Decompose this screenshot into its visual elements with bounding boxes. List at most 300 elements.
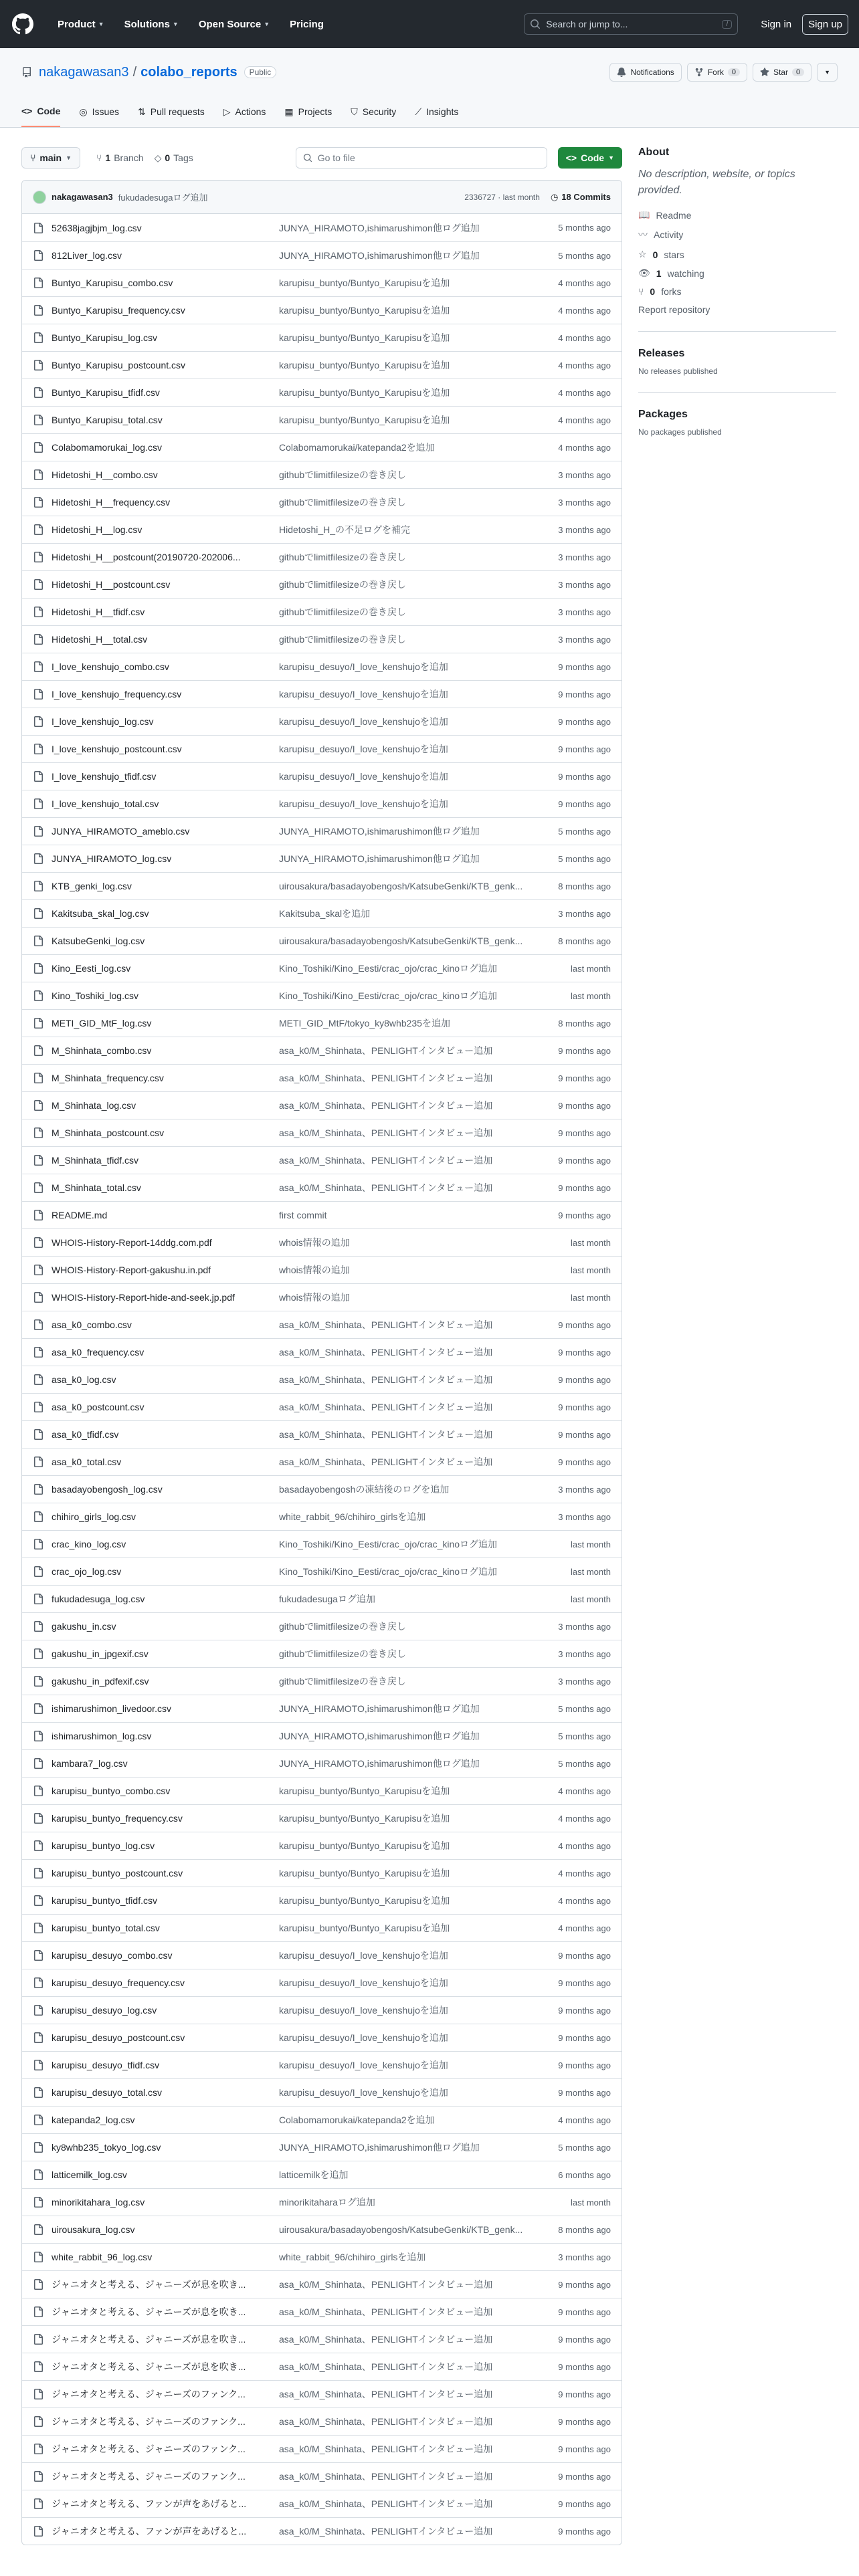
file-name-link[interactable]: I_love_kenshujo_log.csv (52, 716, 154, 727)
file-commit-message-link[interactable]: JUNYA_HIRAMOTO,ishimarushimon他ログ追加 (279, 826, 480, 837)
commit-message-link[interactable]: fukudadesugaログ追加 (118, 193, 208, 203)
file-name-link[interactable]: asa_k0_total.csv (52, 1457, 122, 1467)
file-commit-message-link[interactable]: asa_k0/M_Shinhata、PENLIGHTインタビュー追加 (279, 1073, 493, 1083)
file-commit-message-link[interactable]: githubでlimitfilesizeの巻き戻し (279, 1621, 406, 1632)
file-icon (33, 1182, 43, 1193)
table-row (22, 241, 622, 269)
file-name-link[interactable]: M_Shinhata_combo.csv (52, 1045, 152, 1056)
file-name-link[interactable]: white_rabbit_96_log.csv (52, 2252, 153, 2262)
file-name-link[interactable]: ishimarushimon_livedoor.csv (52, 1703, 171, 1714)
file-name-link[interactable]: I_love_kenshujo_postcount.csv (52, 744, 182, 754)
file-commit-message-link[interactable]: asa_k0/M_Shinhata、PENLIGHTインタビュー追加 (279, 1374, 493, 1385)
star-list-dropdown[interactable] (817, 63, 838, 82)
file-name-link[interactable]: I_love_kenshujo_combo.csv (52, 661, 169, 672)
file-commit-message-link[interactable]: minorikitaharaログ追加 (279, 2197, 375, 2208)
file-name-link[interactable]: karupisu_desuyo_frequency.csv (52, 1977, 185, 1988)
repo-owner-link[interactable]: nakagawasan3 (39, 64, 129, 80)
table-row (22, 2462, 622, 2490)
file-name-link[interactable]: Hidetoshi_H__log.csv (52, 524, 142, 535)
file-name-link[interactable]: uirousakura_log.csv (52, 2224, 135, 2235)
file-commit-message-link[interactable]: basadayobengoshの凍結後のログを追加 (279, 1484, 450, 1495)
file-commit-message-link[interactable]: JUNYA_HIRAMOTO,ishimarushimon他ログ追加 (279, 1731, 480, 1741)
file-commit-date: last month (571, 1594, 611, 1604)
file-name-link[interactable]: latticemilk_log.csv (52, 2169, 127, 2180)
file-commit-date: last month (571, 1237, 611, 1248)
file-commit-date: 3 months ago (558, 634, 611, 645)
file-icon (33, 908, 43, 919)
table-row (22, 516, 622, 543)
file-commit-message-link[interactable]: karupisu_buntyo/Buntyo_Karupisuを追加 (279, 415, 450, 425)
table-row (22, 680, 622, 708)
file-name-link[interactable]: asa_k0_tfidf.csv (52, 1429, 119, 1440)
latest-commit-bar (22, 181, 622, 214)
global-nav (58, 19, 524, 30)
file-commit-message-link[interactable]: asa_k0/M_Shinhata、PENLIGHTインタビュー追加 (279, 1457, 493, 1467)
file-commit-message-link[interactable]: asa_k0/M_Shinhata、PENLIGHTインタビュー追加 (279, 1429, 493, 1440)
file-name-link[interactable]: Colabomamorukai_log.csv (52, 442, 162, 453)
file-commit-date: 9 months ago (558, 716, 611, 727)
file-icon (33, 415, 43, 425)
chevron-down-icon: ▼ (608, 154, 614, 161)
file-name-link[interactable]: Buntyo_Karupisu_total.csv (52, 415, 163, 425)
file-commit-message-link[interactable]: JUNYA_HIRAMOTO,ishimarushimon他ログ追加 (279, 250, 480, 261)
pull-request-icon: ⇅ (138, 106, 146, 117)
file-commit-message-link[interactable]: githubでlimitfilesizeの巻き戻し (279, 634, 406, 645)
nav-open-source[interactable]: Open Source ▼ (198, 18, 270, 30)
file-icon (33, 853, 43, 864)
table-row (22, 2270, 622, 2298)
file-name-link[interactable]: WHOIS-History-Report-14ddg.com.pdf (52, 1237, 212, 1248)
signin-link[interactable]: Sign in (761, 18, 792, 30)
file-name-link[interactable]: asa_k0_postcount.csv (52, 1402, 145, 1412)
file-commit-message-link[interactable]: githubでlimitfilesizeの巻き戻し (279, 552, 406, 562)
file-name-link[interactable]: karupisu_desuyo_postcount.csv (52, 2032, 185, 2043)
file-name-link[interactable]: karupisu_buntyo_combo.csv (52, 1786, 171, 1796)
file-commit-message-link[interactable]: githubでlimitfilesizeの巻き戻し (279, 497, 406, 508)
file-commit-message-link[interactable]: asa_k0/M_Shinhata、PENLIGHTインタビュー追加 (279, 2416, 493, 2427)
file-commit-message-link[interactable]: karupisu_desuyo/I_love_kenshujoを追加 (279, 2087, 448, 2098)
file-commit-message-link[interactable]: asa_k0/M_Shinhata、PENLIGHTインタビュー追加 (279, 2334, 493, 2345)
file-name-link[interactable]: ジャニオタと考える、ジャニーズが息を吹き... (52, 2334, 246, 2345)
commit-author-link[interactable]: nakagawasan3 (52, 192, 113, 202)
file-name-link[interactable]: Hidetoshi_H__total.csv (52, 634, 148, 645)
table-row (22, 817, 622, 845)
file-commit-message-link[interactable]: karupisu_buntyo/Buntyo_Karupisuを追加 (279, 1786, 450, 1796)
file-name-link[interactable]: ジャニオタと考える、ジャニーズが息を吹き... (52, 2279, 246, 2290)
file-name-link[interactable]: ジャニオタと考える、ジャニーズのファンク... (52, 2416, 246, 2427)
file-commit-message-link[interactable]: Colabomamorukai/katepanda2を追加 (279, 442, 435, 453)
repo-title (21, 65, 276, 80)
file-commit-message-link[interactable]: uirousakura/basadayobengosh/KatsubeGenki/KTB_genk... (279, 881, 523, 891)
file-commit-message-link[interactable]: karupisu_desuyo/I_love_kenshujoを追加 (279, 2005, 448, 2016)
graph-icon: ⟋ (415, 106, 422, 117)
file-commit-date: 3 months ago (558, 552, 611, 562)
file-name-link[interactable]: karupisu_buntyo_tfidf.csv (52, 1895, 157, 1906)
file-name-link[interactable]: M_Shinhata_postcount.csv (52, 1128, 165, 1138)
file-commit-date: 9 months ago (558, 1155, 611, 1166)
branches-link[interactable]: ⑂ 1 Branch (96, 152, 144, 163)
nav-solutions[interactable]: Solutions ▼ (124, 18, 179, 30)
file-commit-message-link[interactable]: Kino_Toshiki/Kino_Eesti/crac_ojo/crac_kinoログ追加 (279, 990, 498, 1001)
file-commit-message-link[interactable]: karupisu_desuyo/I_love_kenshujoを追加 (279, 2032, 448, 2043)
file-icon (33, 552, 43, 562)
repo-name-link[interactable]: colabo_reports (140, 64, 237, 80)
packages-section (638, 392, 836, 437)
table-row (22, 708, 622, 735)
file-icon (33, 1758, 43, 1769)
tab-issues[interactable]: ◎ Issues (79, 106, 120, 117)
file-commit-message-link[interactable]: whois情報の追加 (279, 1292, 350, 1303)
file-name-link[interactable]: karupisu_desuyo_combo.csv (52, 1950, 173, 1961)
file-commit-message-link[interactable]: Kino_Toshiki/Kino_Eesti/crac_ojo/crac_kinoログ追加 (279, 1539, 498, 1549)
file-commit-message-link[interactable]: karupisu_desuyo/I_love_kenshujoを追加 (279, 2060, 448, 2070)
file-icon (33, 716, 43, 727)
signup-button[interactable]: Sign up (802, 14, 848, 35)
file-commit-message-link[interactable]: JUNYA_HIRAMOTO,ishimarushimon他ログ追加 (279, 2142, 480, 2153)
file-commit-date: 9 months ago (558, 2087, 611, 2098)
table-row (22, 1558, 622, 1585)
file-commit-date: 4 months ago (558, 387, 611, 398)
table-row (22, 653, 622, 680)
file-name-link[interactable]: M_Shinhata_frequency.csv (52, 1073, 164, 1083)
go-to-file-input[interactable]: Go to file (296, 147, 547, 169)
file-commit-message-link[interactable]: karupisu_desuyo/I_love_kenshujoを追加 (279, 771, 448, 782)
file-commit-message-link[interactable]: karupisu_desuyo/I_love_kenshujoを追加 (279, 1950, 448, 1961)
file-icon (33, 2115, 43, 2125)
file-commit-message-link[interactable]: githubでlimitfilesizeの巻き戻し (279, 1648, 406, 1659)
file-icon (33, 744, 43, 754)
file-name-link[interactable]: Buntyo_Karupisu_postcount.csv (52, 360, 186, 370)
file-name-link[interactable]: chihiro_girls_log.csv (52, 1511, 136, 1522)
file-commit-message-link[interactable]: asa_k0/M_Shinhata、PENLIGHTインタビュー追加 (279, 1100, 493, 1111)
file-commit-message-link[interactable]: karupisu_buntyo/Buntyo_Karupisuを追加 (279, 1840, 450, 1851)
report-repository-link[interactable]: Report repository (638, 304, 710, 315)
file-icon (33, 2471, 43, 2482)
file-commit-message-link[interactable]: whois情報の追加 (279, 1237, 350, 1248)
table-row (22, 625, 622, 653)
file-commit-date: 9 months ago (558, 744, 611, 754)
file-commit-message-link[interactable]: karupisu_buntyo/Buntyo_Karupisuを追加 (279, 1895, 450, 1906)
file-name-link[interactable]: I_love_kenshujo_frequency.csv (52, 689, 182, 700)
file-commit-message-link[interactable]: karupisu_desuyo/I_love_kenshujoを追加 (279, 1977, 448, 1988)
activity-link[interactable]: 〰 Activity (638, 229, 684, 240)
file-name-link[interactable]: katepanda2_log.csv (52, 2115, 135, 2125)
file-commit-message-link[interactable]: METI_GID_MtF/tokyo_ky8whb235を追加 (279, 1018, 450, 1029)
file-commit-message-link[interactable]: first commit (279, 1210, 327, 1220)
file-commit-date: 9 months ago (558, 2444, 611, 2454)
file-commit-message-link[interactable]: asa_k0/M_Shinhata、PENLIGHTインタビュー追加 (279, 2279, 493, 2290)
file-name-link[interactable]: ジャニオタと考える、ファンが声をあげると... (52, 2526, 247, 2537)
watching-link[interactable]: 👁 1 watching (638, 267, 704, 279)
search-input[interactable]: Search or jump to... / (524, 13, 738, 35)
file-name-link[interactable]: WHOIS-History-Report-gakushu.in.pdf (52, 1265, 211, 1275)
file-commit-message-link[interactable]: JUNYA_HIRAMOTO,ishimarushimon他ログ追加 (279, 222, 480, 233)
issue-icon: ◎ (79, 106, 88, 117)
avatar[interactable] (33, 191, 46, 204)
file-name-link[interactable]: 812Liver_log.csv (52, 250, 122, 261)
table-row (22, 1640, 622, 1667)
file-commit-message-link[interactable]: asa_k0/M_Shinhata、PENLIGHTインタビュー追加 (279, 1347, 493, 1358)
file-commit-date: 9 months ago (558, 1319, 611, 1330)
file-icon (33, 990, 43, 1001)
notifications-button[interactable]: Notifications (609, 63, 681, 82)
file-name-link[interactable]: karupisu_desuyo_log.csv (52, 2005, 157, 2016)
packages-title[interactable]: Packages (638, 409, 688, 420)
file-commit-message-link[interactable]: Kino_Toshiki/Kino_Eesti/crac_ojo/crac_kinoログ追加 (279, 963, 498, 974)
file-name-link[interactable]: Hidetoshi_H__tfidf.csv (52, 607, 145, 617)
file-commit-message-link[interactable]: JUNYA_HIRAMOTO,ishimarushimon他ログ追加 (279, 853, 480, 864)
file-name-link[interactable]: ジャニオタと考える、ジャニーズが息を吹き... (52, 2306, 246, 2317)
file-icon (33, 689, 43, 700)
file-icon (33, 278, 43, 288)
file-commit-message-link[interactable]: karupisu_buntyo/Buntyo_Karupisuを追加 (279, 332, 450, 343)
file-commit-message-link[interactable]: karupisu_desuyo/I_love_kenshujoを追加 (279, 716, 448, 727)
file-name-link[interactable]: asa_k0_log.csv (52, 1374, 116, 1385)
file-commit-date: 5 months ago (558, 223, 611, 233)
file-name-link[interactable]: asa_k0_combo.csv (52, 1319, 132, 1330)
file-commit-message-link[interactable]: karupisu_desuyo/I_love_kenshujoを追加 (279, 744, 448, 754)
file-commit-message-link[interactable]: Colabomamorukai/katepanda2を追加 (279, 2115, 435, 2125)
table-row (22, 1530, 622, 1558)
file-commit-date: 5 months ago (558, 1731, 611, 1741)
file-name-link[interactable]: gakushu_in.csv (52, 1621, 116, 1632)
file-commit-date: 4 months ago (558, 1840, 611, 1851)
table-row (22, 735, 622, 762)
file-icon (33, 1100, 43, 1111)
file-name-link[interactable]: Kino_Eesti_log.csv (52, 963, 131, 974)
chevron-down-icon: ▼ (66, 154, 72, 161)
file-icon (33, 1566, 43, 1577)
file-name-link[interactable]: gakushu_in_jpgexif.csv (52, 1648, 149, 1659)
file-name-link[interactable]: ジャニオタと考える、ジャニーズが息を吹き... (52, 2361, 246, 2372)
file-commit-message-link[interactable]: karupisu_buntyo/Buntyo_Karupisuを追加 (279, 278, 450, 288)
file-name-link[interactable]: crac_ojo_log.csv (52, 1566, 122, 1577)
file-commit-message-link[interactable]: asa_k0/M_Shinhata、PENLIGHTインタビュー追加 (279, 2471, 493, 2482)
tab-projects[interactable]: ▦ Projects (284, 106, 332, 117)
file-commit-message-link[interactable]: karupisu_buntyo/Buntyo_Karupisuを追加 (279, 387, 450, 398)
file-name-link[interactable]: Buntyo_Karupisu_tfidf.csv (52, 387, 160, 398)
file-icon (33, 524, 43, 535)
file-name-link[interactable]: KTB_genki_log.csv (52, 881, 132, 891)
file-commit-message-link[interactable]: githubでlimitfilesizeの巻き戻し (279, 469, 406, 480)
commits-link[interactable]: ◷ 18 Commits (550, 191, 611, 202)
file-commit-date: 3 months ago (558, 1648, 611, 1659)
file-commit-message-link[interactable]: karupisu_buntyo/Buntyo_Karupisuを追加 (279, 1923, 450, 1933)
github-logo-icon[interactable] (12, 13, 33, 35)
file-commit-date: 5 months ago (558, 853, 611, 864)
file-name-link[interactable]: ジャニオタと考える、ファンが声をあげると... (52, 2498, 247, 2509)
file-name-link[interactable]: JUNYA_HIRAMOTO_ameblo.csv (52, 826, 190, 837)
file-name-link[interactable]: minorikitahara_log.csv (52, 2197, 145, 2208)
branch-select[interactable]: ⑂ main ▼ (21, 147, 80, 169)
file-commit-message-link[interactable]: JUNYA_HIRAMOTO,ishimarushimon他ログ追加 (279, 1703, 480, 1714)
file-icon (33, 1073, 43, 1083)
file-commit-message-link[interactable]: asa_k0/M_Shinhata、PENLIGHTインタビュー追加 (279, 2444, 493, 2454)
file-commit-message-link[interactable]: karupisu_buntyo/Buntyo_Karupisuを追加 (279, 305, 450, 316)
table-row (22, 762, 622, 790)
file-commit-message-link[interactable]: asa_k0/M_Shinhata、PENLIGHTインタビュー追加 (279, 2526, 493, 2537)
file-commit-message-link[interactable]: fukudadesugaログ追加 (279, 1594, 375, 1604)
file-commit-date: 9 months ago (558, 2032, 611, 2043)
file-name-link[interactable]: karupisu_desuyo_tfidf.csv (52, 2060, 160, 2070)
file-name-link[interactable]: JUNYA_HIRAMOTO_log.csv (52, 853, 172, 864)
file-name-link[interactable]: M_Shinhata_log.csv (52, 1100, 136, 1111)
file-commit-message-link[interactable]: latticemilkを追加 (279, 2169, 349, 2180)
file-name-link[interactable]: README.md (52, 1210, 108, 1220)
file-commit-message-link[interactable]: karupisu_desuyo/I_love_kenshujoを追加 (279, 661, 448, 672)
file-name-link[interactable]: Kino_Toshiki_log.csv (52, 990, 138, 1001)
tab-actions[interactable]: ▷ Actions (223, 106, 266, 117)
file-name-link[interactable]: Hidetoshi_H__combo.csv (52, 469, 158, 480)
file-name-link[interactable]: basadayobengosh_log.csv (52, 1484, 163, 1495)
file-commit-date: 9 months ago (558, 2471, 611, 2482)
table-row (22, 1749, 622, 1777)
file-commit-date: 3 months ago (558, 2252, 611, 2262)
file-name-link[interactable]: I_love_kenshujo_total.csv (52, 798, 159, 809)
file-commit-message-link[interactable]: githubでlimitfilesizeの巻き戻し (279, 607, 406, 617)
file-commit-date: 9 months ago (558, 1045, 611, 1056)
file-commit-message-link[interactable]: asa_k0/M_Shinhata、PENLIGHTインタビュー追加 (279, 2498, 493, 2509)
file-icon (33, 771, 43, 782)
branch-icon: ⑂ (96, 152, 102, 163)
table-row (22, 872, 622, 899)
file-name-link[interactable]: asa_k0_frequency.csv (52, 1347, 145, 1358)
file-commit-message-link[interactable]: asa_k0/M_Shinhata、PENLIGHTインタビュー追加 (279, 2389, 493, 2399)
file-commit-date: 4 months ago (558, 1868, 611, 1879)
file-commit-message-link[interactable]: karupisu_buntyo/Buntyo_Karupisuを追加 (279, 1868, 450, 1879)
file-name-link[interactable]: crac_kino_log.csv (52, 1539, 126, 1549)
file-commit-date: 9 months ago (558, 661, 611, 672)
table-row (22, 2106, 622, 2133)
file-commit-message-link[interactable]: asa_k0/M_Shinhata、PENLIGHTインタビュー追加 (279, 2306, 493, 2317)
nav-pricing[interactable]: Pricing (290, 18, 324, 30)
releases-title[interactable]: Releases (638, 348, 685, 359)
file-name-link[interactable]: WHOIS-History-Report-hide-and-seek.jp.pdf (52, 1292, 235, 1303)
file-name-link[interactable]: Hidetoshi_H__frequency.csv (52, 497, 171, 508)
file-icon (33, 2498, 43, 2509)
file-commit-date: 8 months ago (558, 936, 611, 946)
file-commit-message-link[interactable]: githubでlimitfilesizeの巻き戻し (279, 579, 406, 590)
file-commit-message-link[interactable]: Kino_Toshiki/Kino_Eesti/crac_ojo/crac_kinoログ追加 (279, 1566, 498, 1577)
file-commit-message-link[interactable]: whois情報の追加 (279, 1265, 350, 1275)
file-commit-message-link[interactable]: asa_k0/M_Shinhata、PENLIGHTインタビュー追加 (279, 1182, 493, 1193)
forks-link[interactable]: ⑂ 0 forks (638, 286, 682, 297)
file-commit-message-link[interactable]: asa_k0/M_Shinhata、PENLIGHTインタビュー追加 (279, 1402, 493, 1412)
file-name-link[interactable]: karupisu_buntyo_frequency.csv (52, 1813, 183, 1824)
file-name-link[interactable]: Hidetoshi_H__postcount(20190720-202006... (52, 552, 241, 562)
file-name-link[interactable]: KatsubeGenki_log.csv (52, 936, 145, 946)
tab-code[interactable]: <> Code (21, 96, 60, 127)
tab-pull-requests[interactable]: ⇅ Pull requests (138, 106, 205, 117)
eye-icon: 👁 (638, 267, 650, 278)
file-icon (33, 1621, 43, 1632)
file-name-link[interactable]: karupisu_buntyo_log.csv (52, 1840, 155, 1851)
star-icon (760, 68, 769, 77)
tags-link[interactable]: ◇ 0 Tags (154, 152, 193, 163)
code-button[interactable]: <> Code ▼ (558, 147, 622, 169)
file-name-link[interactable]: Buntyo_Karupisu_log.csv (52, 332, 157, 343)
table-row (22, 1119, 622, 1146)
file-name-link[interactable]: kambara7_log.csv (52, 1758, 128, 1769)
table-row (22, 1420, 622, 1448)
file-commit-message-link[interactable]: asa_k0/M_Shinhata、PENLIGHTインタビュー追加 (279, 1155, 493, 1166)
file-commit-message-link[interactable]: karupisu_desuyo/I_love_kenshujoを追加 (279, 689, 448, 700)
file-name-link[interactable]: gakushu_in_pdfexif.csv (52, 1676, 149, 1687)
file-name-link[interactable]: Hidetoshi_H__postcount.csv (52, 579, 171, 590)
releases-empty-text: No releases published (638, 366, 718, 376)
file-icon (33, 2306, 43, 2317)
file-name-link[interactable]: karupisu_desuyo_total.csv (52, 2087, 162, 2098)
file-name-link[interactable]: Buntyo_Karupisu_frequency.csv (52, 305, 185, 316)
file-commit-message-link[interactable]: asa_k0/M_Shinhata、PENLIGHTインタビュー追加 (279, 2361, 493, 2372)
table-row (22, 269, 622, 296)
file-icon (33, 1237, 43, 1248)
table-row (22, 2490, 622, 2517)
file-commit-date: 9 months ago (558, 1182, 611, 1193)
file-commit-date: 9 months ago (558, 2279, 611, 2290)
file-name-link[interactable]: ジャニオタと考える、ジャニーズのファンク... (52, 2389, 246, 2399)
file-name-link[interactable]: fukudadesuga_log.csv (52, 1594, 145, 1604)
file-icon (33, 1923, 43, 1933)
file-commit-message-link[interactable]: Kakitsuba_skalを追加 (279, 908, 371, 919)
tab-security[interactable]: ⛉ Security (351, 106, 397, 117)
about-description: No description, website, or topics provided. (638, 169, 795, 196)
nav-product[interactable]: Product ▼ (58, 18, 104, 30)
file-name-link[interactable]: METI_GID_MtF_log.csv (52, 1018, 152, 1029)
file-commit-date: 3 months ago (558, 497, 611, 508)
star-button[interactable]: Star 0 (753, 63, 812, 82)
file-commit-message-link[interactable]: karupisu_buntyo/Buntyo_Karupisuを追加 (279, 1813, 450, 1824)
file-icon (33, 2416, 43, 2427)
file-name-link[interactable]: 52638jagjbjm_log.csv (52, 222, 142, 233)
file-name-link[interactable]: I_love_kenshujo_tfidf.csv (52, 771, 157, 782)
file-name-link[interactable]: ishimarushimon_log.csv (52, 1731, 152, 1741)
file-commit-message-link[interactable]: asa_k0/M_Shinhata、PENLIGHTインタビュー追加 (279, 1045, 493, 1056)
file-name-link[interactable]: M_Shinhata_total.csv (52, 1182, 141, 1193)
file-commit-message-link[interactable]: white_rabbit_96/chihiro_girlsを追加 (279, 1511, 426, 1522)
file-name-link[interactable]: ジャニオタと考える、ジャニーズのファンク... (52, 2471, 246, 2482)
file-commit-message-link[interactable]: JUNYA_HIRAMOTO,ishimarushimon他ログ追加 (279, 1758, 480, 1769)
fork-button[interactable]: Fork 0 (687, 63, 747, 82)
file-name-link[interactable]: Buntyo_Karupisu_combo.csv (52, 278, 173, 288)
file-commit-message-link[interactable]: asa_k0/M_Shinhata、PENLIGHTインタビュー追加 (279, 1128, 493, 1138)
file-commit-message-link[interactable]: uirousakura/basadayobengosh/KatsubeGenki/KTB_genk... (279, 2224, 523, 2235)
table-row (22, 1146, 622, 1174)
commit-sha-link[interactable]: 2336727 · last month (464, 192, 540, 202)
file-commit-message-link[interactable]: karupisu_desuyo/I_love_kenshujoを追加 (279, 798, 448, 809)
readme-link[interactable]: 📖 Readme (638, 209, 692, 221)
tab-insights[interactable]: ⟋ Insights (415, 106, 459, 117)
table-row (22, 1832, 622, 1859)
file-commit-message-link[interactable]: uirousakura/basadayobengosh/KatsubeGenki/KTB_genk... (279, 936, 523, 946)
file-name-link[interactable]: karupisu_buntyo_total.csv (52, 1923, 160, 1933)
file-commit-date: 9 months ago (558, 1429, 611, 1440)
file-name-link[interactable]: Kakitsuba_skal_log.csv (52, 908, 149, 919)
file-commit-message-link[interactable]: white_rabbit_96/chihiro_girlsを追加 (279, 2252, 426, 2262)
file-commit-message-link[interactable]: asa_k0/M_Shinhata、PENLIGHTインタビュー追加 (279, 1319, 493, 1330)
file-icon (33, 1457, 43, 1467)
file-commit-message-link[interactable]: Hidetoshi_H_の不足ログを補完 (279, 524, 411, 535)
file-name-link[interactable]: ky8whb235_tokyo_log.csv (52, 2142, 161, 2153)
file-commit-date: 9 months ago (558, 2306, 611, 2317)
stars-link[interactable]: ☆ 0 stars (638, 249, 684, 260)
file-name-link[interactable]: M_Shinhata_tfidf.csv (52, 1155, 138, 1166)
file-name-link[interactable]: ジャニオタと考える、ジャニーズのファンク... (52, 2444, 246, 2454)
file-commit-message-link[interactable]: githubでlimitfilesizeの巻き戻し (279, 1676, 406, 1687)
file-commit-message-link[interactable]: karupisu_buntyo/Buntyo_Karupisuを追加 (279, 360, 450, 370)
file-name-link[interactable]: karupisu_buntyo_postcount.csv (52, 1868, 183, 1879)
file-commit-date: last month (571, 990, 611, 1001)
